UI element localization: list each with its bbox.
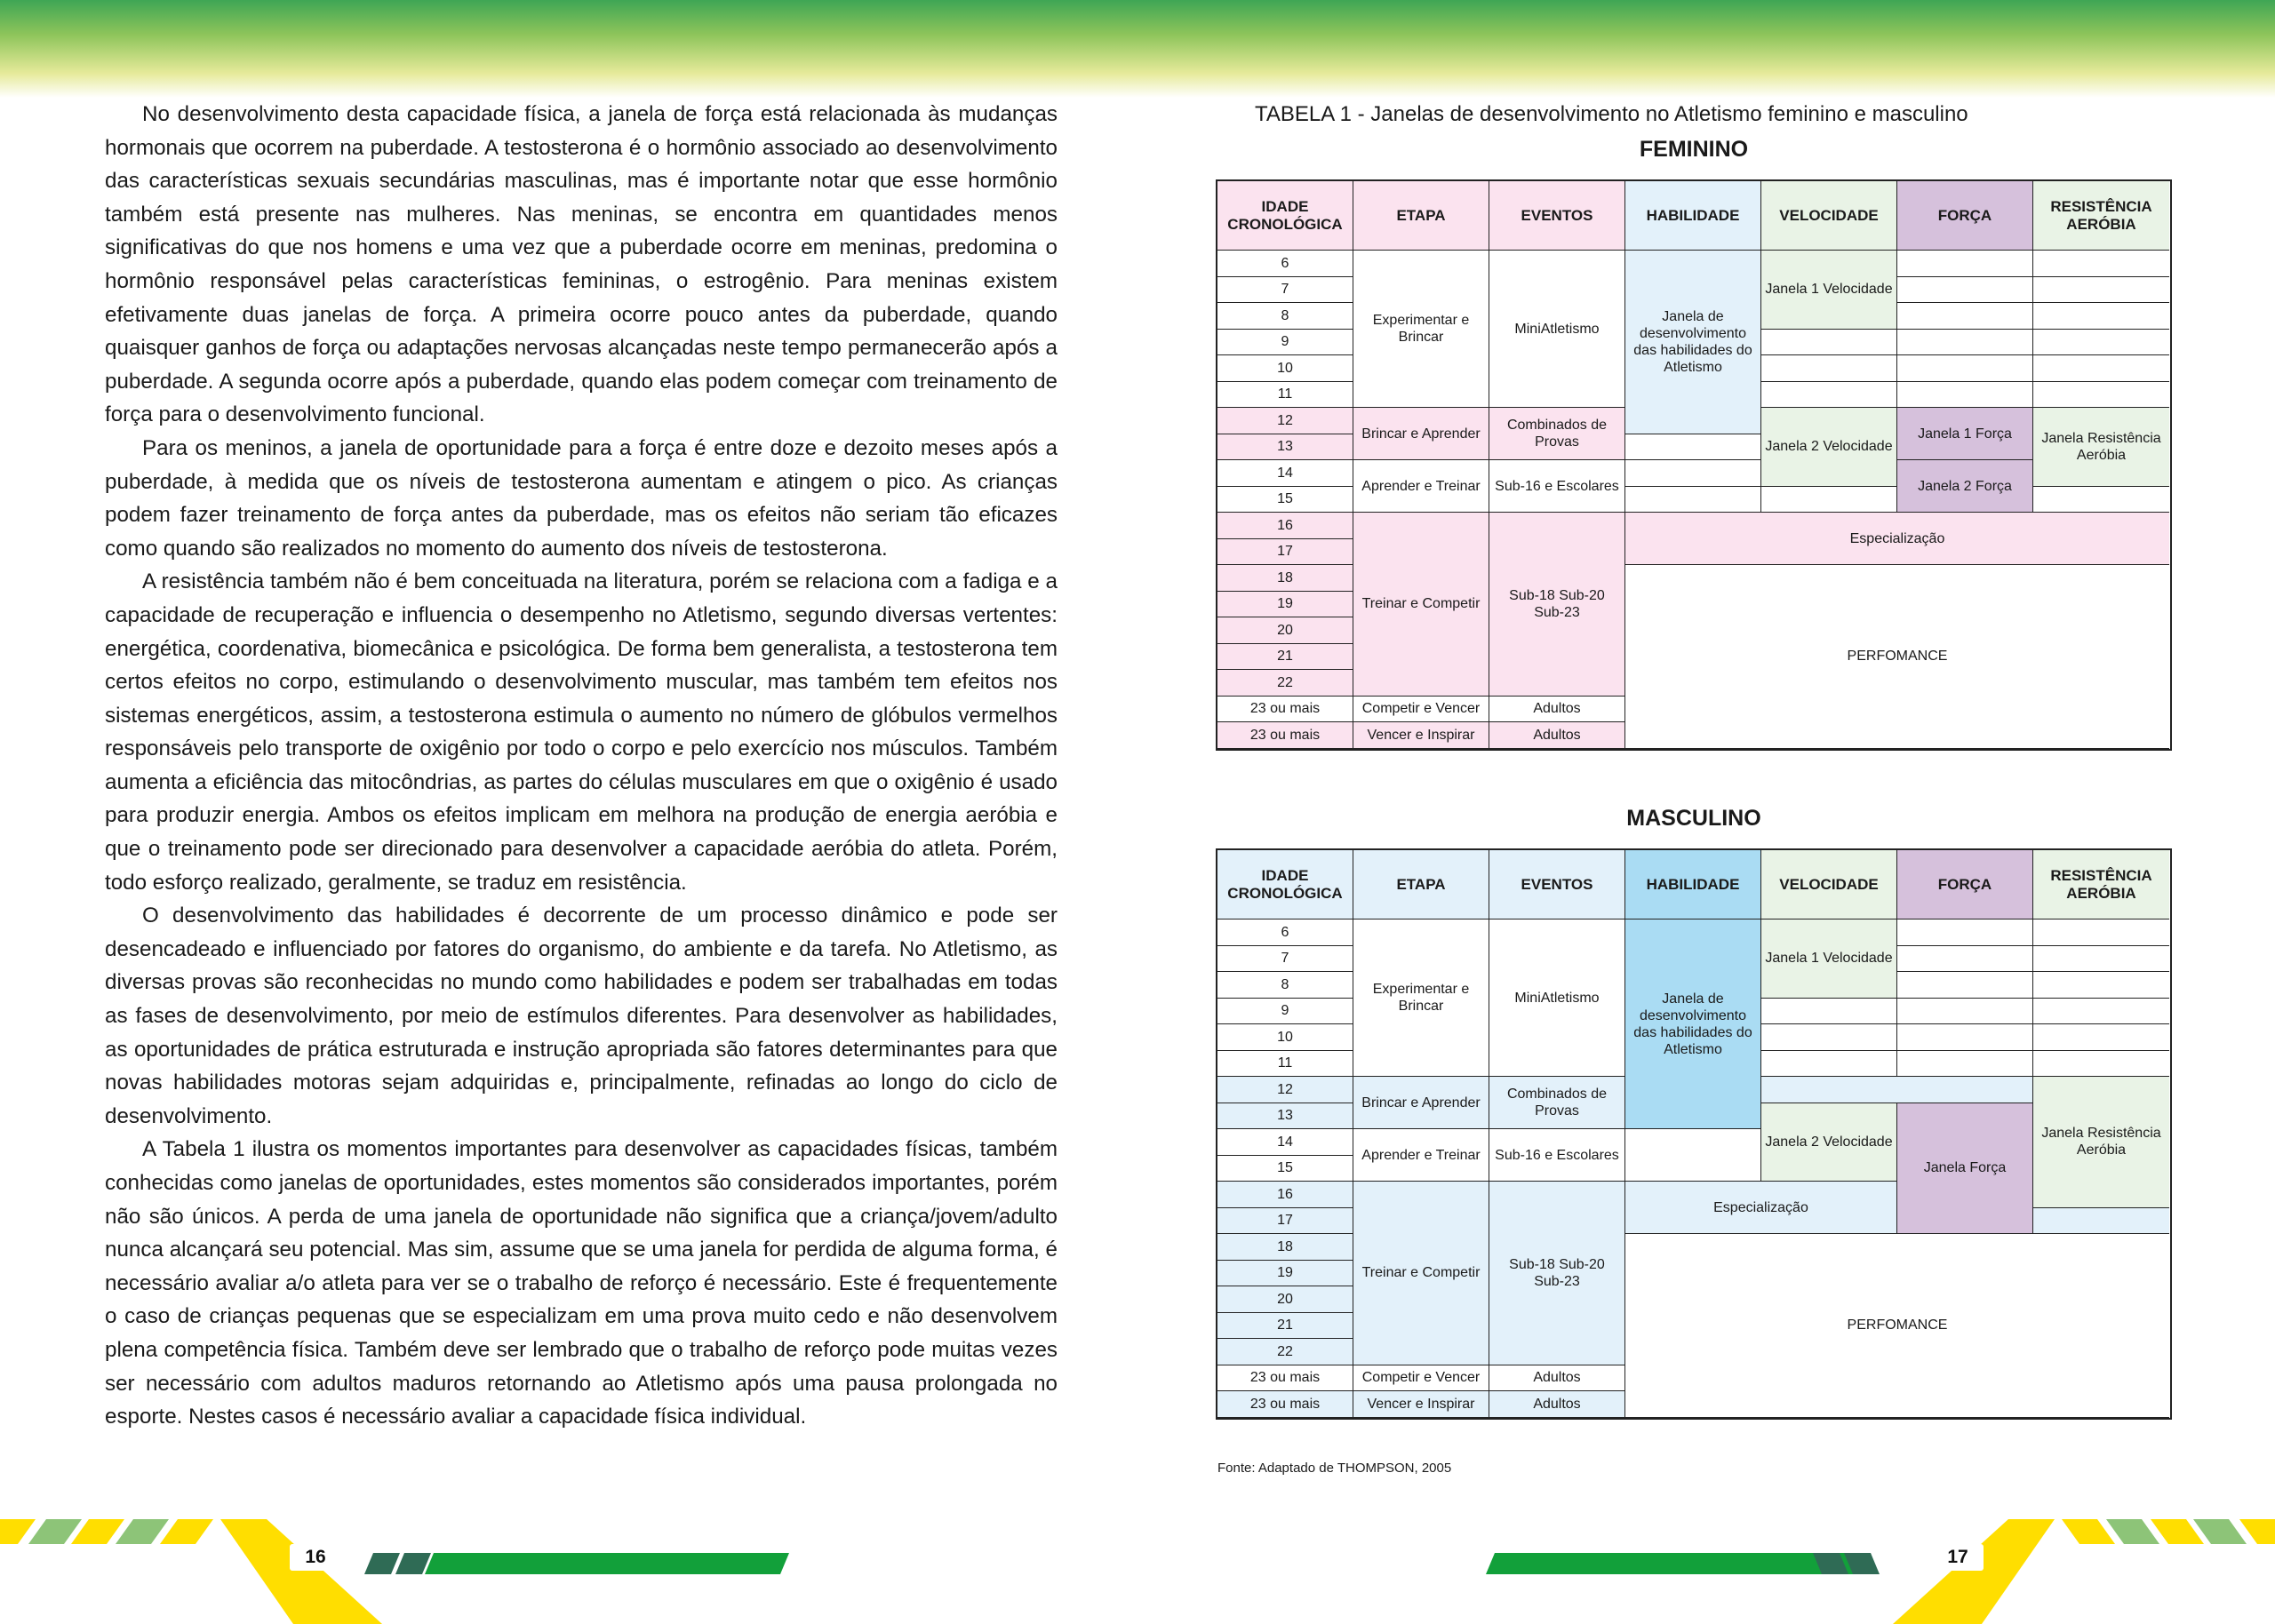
age-cell: 12 [1217,408,1353,434]
empty-cell [2033,382,2169,409]
etapa-cell: Treinar e Competir [1353,513,1489,697]
age-cell: 7 [1217,277,1353,304]
page-number-right: 17 [1932,1544,1984,1571]
empty-cell [2033,355,2169,382]
eventos-cell: Adultos [1489,697,1625,723]
empty-cell [1897,251,2033,277]
etapa-cell: Aprender e Treinar [1353,1129,1489,1182]
table-header: HABILIDADE [1625,181,1761,251]
age-cell: 10 [1217,355,1353,382]
table-source: Fonte: Adaptado de THOMPSON, 2005 [1217,1461,1452,1476]
etapa-cell: Brincar e Aprender [1353,1077,1489,1129]
resistencia-window: Janela Resistência Aeróbia [2033,408,2169,487]
forca-window-2: Janela 2 Força [1897,460,2033,513]
empty-cell [1897,946,2033,973]
table-title: TABELA 1 - Janelas de desenvolvimento no Atletismo feminino e masculino [1255,102,1968,126]
performance-area: PERFOMANCE [1625,1234,2169,1418]
age-cell: 13 [1217,434,1353,461]
empty-cell [2033,946,2169,973]
table-header: IDADE CRONOLÓGICA [1217,181,1353,251]
empty-cell [2033,1024,2169,1051]
etapa-cell: Vencer e Inspirar [1353,1391,1489,1418]
age-cell: 8 [1217,303,1353,330]
age-cell: 6 [1217,919,1353,946]
empty-cell [2033,487,2169,513]
age-cell: 17 [1217,539,1353,566]
empty-cell [1761,1024,1897,1051]
empty-cell [2033,277,2169,304]
eventos-cell: Sub-18 Sub-20 Sub-23 [1489,1182,1625,1365]
empty-cell [1761,1077,2033,1103]
paragraph: No desenvolvimento desta capacidade física, a janela de força está relacionada às mudanças hormonais que ocorrem na puberdade. A testosterona é o hormônio associado ao desenvolvimento das características sexuais secundárias masculinas, mas é importante notar que esse hormônio também está presente nas mulheres. Nas meninas, se encontra em quantidades menos significativas do que nos homens e uma vez que a puberdade ocorre em meninas, predomina o hormônio responsável pelas características femininas, o estrogênio. Para meninas existem efetivamente duas janelas de força. A primeira ocorre pouco antes da puberdade, quando quaisquer ganhos de força ou adaptações nervosas alcançadas neste tempo permanecerão após a puberdade. A segunda ocorre após a puberdade, quando elas podem começar com treinamento de força para o desenvolvimento funcional. [105,102,1058,427]
age-cell: 20 [1217,1286,1353,1313]
age-cell: 11 [1217,1051,1353,1078]
eventos-cell: Sub-16 e Escolares [1489,460,1625,513]
age-cell: 17 [1217,1208,1353,1235]
empty-cell [1761,1051,1897,1078]
table-header: ETAPA [1353,850,1489,919]
age-cell: 22 [1217,1339,1353,1365]
etapa-cell: Treinar e Competir [1353,1182,1489,1365]
table-header: VELOCIDADE [1761,850,1897,919]
age-cell: 9 [1217,330,1353,356]
performance-area: PERFOMANCE [1625,565,2169,749]
top-gradient-band [0,0,2275,98]
especializacao-band: Especialização [1625,1182,1897,1234]
eventos-cell: Combinados de Provas [1489,408,1625,460]
paragraph: O desenvolvimento das habilidades é decorrente de um processo dinâmico e pode ser desencadeado e influenciado por fatores do organismo, do ambiente e da tarefa. No Atletismo, as diversas provas são reconhecidas no mundo como habilidades e podem ser trabalhadas em todas as fases de desenvolvimento, por meio de estímulos diferentes. Para desenvolver as habilidades, as oportunidades de prática estruturada e instrução apropriada são fatores determinantes para que novas habilidades motoras sejam adquiridas e, principalmente, refinadas ao longo do ciclo de desenvolvimento. [105,904,1058,1128]
table-header: IDADE CRONOLÓGICA [1217,850,1353,919]
habilidade-window: Janela de desenvolvimento das habilidades do Atletismo [1625,251,1761,434]
empty-cell [1625,460,1761,487]
empty-cell [1897,355,2033,382]
age-cell: 14 [1217,1129,1353,1156]
empty-cell [2033,972,2169,999]
age-cell: 23 ou mais [1217,1365,1353,1392]
empty-cell [1897,999,2033,1025]
empty-cell [1897,277,2033,304]
table-header: FORÇA [1897,181,2033,251]
paragraph: A Tabela 1 ilustra os momentos importantes para desenvolver as capacidades físicas, também conhecidas como janelas de oportunidades, estes momentos são considerados importantes, porém não são únicos. A perda de uma janela de oportunidade não significa que a criança/jovem/adulto nunca alcançará seu potencial. Mas sim, assume que se uma janela for perdida de alguma forma, é necessário avaliar a/o atleta para ver se o trabalho de reforço é necessário. Este é frequentemente o caso de crianças pequenas que se especializam em uma prova muito cedo e não desenvolvem plena competência física. Também deve ser lembrado que o trabalho de reforço pode muitas vezes ser necessário com adultos maduros retornando ao Atletismo após uma pausa prolongada no esporte. Nestes casos é necessário avaliar a capacidade física individual. [105,1137,1058,1429]
age-cell: 9 [1217,999,1353,1025]
etapa-cell: Brincar e Aprender [1353,408,1489,460]
age-cell: 18 [1217,565,1353,592]
feminino-table [1216,179,2172,751]
age-cell: 15 [1217,1156,1353,1182]
feminino-title: FEMININO [1639,137,1749,162]
age-cell: 23 ou mais [1217,697,1353,723]
age-cell: 14 [1217,460,1353,487]
left-page-text [105,98,1058,1434]
empty-cell [1761,487,1897,513]
resistencia-window: Janela Resistência Aeróbia [2033,1077,2169,1208]
age-cell: 6 [1217,251,1353,277]
age-cell: 8 [1217,972,1353,999]
empty-cell [1897,1024,2033,1051]
age-cell: 13 [1217,1103,1353,1130]
eventos-cell: Sub-18 Sub-20 Sub-23 [1489,513,1625,697]
eventos-cell: Combinados de Provas [1489,1077,1625,1129]
etapa-cell: Competir e Vencer [1353,1365,1489,1392]
empty-cell [1761,330,1897,356]
empty-cell [2033,919,2169,946]
etapa-cell: Competir e Vencer [1353,697,1489,723]
table-header: FORÇA [1897,850,2033,919]
age-cell: 16 [1217,513,1353,539]
empty-cell [1897,330,2033,356]
forca-window: Janela Força [1897,1103,2033,1235]
etapa-cell: Experimentar e Brincar [1353,919,1489,1077]
eventos-cell: Adultos [1489,1365,1625,1392]
empty-cell [2033,303,2169,330]
masculino-table [1216,848,2172,1420]
table-header: ETAPA [1353,181,1489,251]
age-cell: 23 ou mais [1217,1391,1353,1418]
age-cell: 16 [1217,1182,1353,1208]
empty-cell [2033,1208,2169,1235]
habilidade-window: Janela de desenvolvimento das habilidades do Atletismo [1625,919,1761,1129]
empty-cell [1897,303,2033,330]
paragraph: Para os meninos, a janela de oportunidade para a força é entre doze e dezoito meses após a puberdade, à medida que os níveis de testosterona aumentam e atingem o pico. As crianças podem fazer treinamento de força antes da puberdade, mas os efeitos não seriam tão eficazes como quando são realizados no momento do aumento dos níveis de testosterona. [105,435,1058,561]
age-cell: 7 [1217,946,1353,973]
age-cell: 12 [1217,1077,1353,1103]
age-cell: 22 [1217,670,1353,697]
page-number-left: 16 [290,1544,341,1571]
empty-cell [1625,487,1761,513]
age-cell: 10 [1217,1024,1353,1051]
velocidade-window-1: Janela 1 Velocidade [1761,251,1897,330]
empty-cell [1625,1129,1761,1182]
especializacao-band: Especialização [1625,513,2169,565]
empty-cell [2033,999,2169,1025]
empty-cell [1761,999,1897,1025]
eventos-cell: Sub-16 e Escolares [1489,1129,1625,1182]
empty-cell [2033,251,2169,277]
age-cell: 11 [1217,382,1353,409]
masculino-title: MASCULINO [1626,806,1761,831]
table-header: EVENTOS [1489,850,1625,919]
empty-cell [1897,1051,2033,1078]
empty-cell [1897,919,2033,946]
velocidade-window-2: Janela 2 Velocidade [1761,408,1897,487]
empty-cell [1897,972,2033,999]
age-cell: 15 [1217,487,1353,513]
table-header: HABILIDADE [1625,850,1761,919]
eventos-cell: Adultos [1489,722,1625,749]
empty-cell [1761,382,1897,409]
velocidade-window-2: Janela 2 Velocidade [1761,1103,1897,1182]
age-cell: 18 [1217,1234,1353,1261]
etapa-cell: Aprender e Treinar [1353,460,1489,513]
eventos-cell: MiniAtletismo [1489,251,1625,408]
paragraph: A resistência também não é bem conceituada na literatura, porém se relaciona com a fadiga e a capacidade de recuperação e influencia o desempenho no Atletismo, segundo diversas vertentes: energética, coordenativa, biomecânica e psicológica. De forma bem generalista, a testosterona tem certos efeitos no corpo, estimulando o desenvolvimento muscular, mas também tem efeitos nos sistemas energéticos, assim, a testosterona estimula o aumento no número de glóbulos vermelhos responsáveis pelo transporte de oxigênio por todo o corpo e pelo exercício nos músculos. Também aumenta a eficiência das mitocôndrias, as partes do células musculares em que o oxigênio é usado para produzir energia. Ambos os efeitos implicam em melhora na produção de energia aeróbia e que o treinamento pode ser direcionado para desenvolver a capacidade aeróbia do atleta. Porém, todo esforço realizado, geralmente, se traduz em resistência. [105,569,1058,895]
age-cell: 20 [1217,617,1353,644]
table-header: RESISTÊNCIA AERÓBIA [2033,181,2169,251]
age-cell: 21 [1217,644,1353,671]
table-header: RESISTÊNCIA AERÓBIA [2033,850,2169,919]
etapa-cell: Vencer e Inspirar [1353,722,1489,749]
age-cell: 21 [1217,1313,1353,1340]
age-cell: 19 [1217,1261,1353,1287]
table-header: EVENTOS [1489,181,1625,251]
empty-cell [2033,330,2169,356]
empty-cell [1897,382,2033,409]
etapa-cell: Experimentar e Brincar [1353,251,1489,408]
velocidade-window-1: Janela 1 Velocidade [1761,919,1897,999]
table-header: VELOCIDADE [1761,181,1897,251]
empty-cell [1761,355,1897,382]
eventos-cell: MiniAtletismo [1489,919,1625,1077]
empty-cell [1625,434,1761,461]
forca-window-1: Janela 1 Força [1897,408,2033,460]
empty-cell [2033,1051,2169,1078]
eventos-cell: Adultos [1489,1391,1625,1418]
age-cell: 19 [1217,592,1353,618]
age-cell: 23 ou mais [1217,722,1353,749]
